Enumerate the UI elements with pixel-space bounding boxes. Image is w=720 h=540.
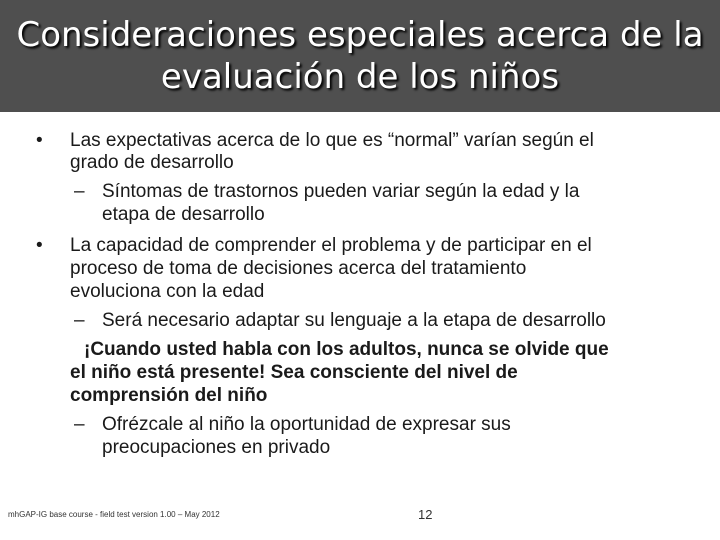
emphasis-line-2: el niño está presente! Sea consciente del nivel de — [70, 362, 518, 383]
page-number: 12 — [418, 507, 433, 522]
bullet-2-marker: • — [36, 235, 43, 256]
slide-title — [16, 14, 703, 98]
sub-bullet-1-line-2: etapa de desarrollo — [102, 204, 265, 225]
bullet-1-line-2: grado de desarrollo — [70, 152, 234, 173]
sub-bullet-2-line-1: Será necesario adaptar su lenguaje a la etapa de desarrollo — [102, 310, 606, 331]
bullet-2-line-3: evoluciona con la edad — [70, 281, 265, 302]
footer-source: mhGAP-IG base course - field test version 1.00 – May 2012 — [8, 510, 220, 519]
sub-bullet-3-line-2: preocupaciones en privado — [102, 437, 331, 458]
title-band — [0, 0, 720, 112]
sub-bullet-2-marker: – — [74, 310, 85, 331]
emphasis-line-1: ¡Cuando usted habla con los adultos, nunca se olvide que — [84, 339, 609, 360]
bullet-2-line-2: proceso de toma de decisiones acerca del tratamiento — [70, 258, 527, 279]
title-line-2: evaluación de los niños — [160, 57, 560, 97]
emphasis-line-3: comprensión del niño — [70, 385, 268, 406]
sub-bullet-3-marker: – — [74, 414, 85, 435]
sub-bullet-1-marker: – — [74, 181, 85, 202]
bullet-1-line-1: Las expectativas acerca de lo que es “normal” varían según el — [70, 130, 594, 151]
title-line-1: Consideraciones especiales acerca de la — [16, 15, 704, 55]
sub-bullet-3-line-1: Ofrézcale al niño la oportunidad de expresar sus — [102, 414, 511, 435]
bullet-1-marker: • — [36, 130, 43, 151]
sub-bullet-1-line-1: Síntomas de trastornos pueden variar según la edad y la — [102, 181, 580, 202]
bullet-2-line-1: La capacidad de comprender el problema y de participar en el — [70, 235, 592, 256]
